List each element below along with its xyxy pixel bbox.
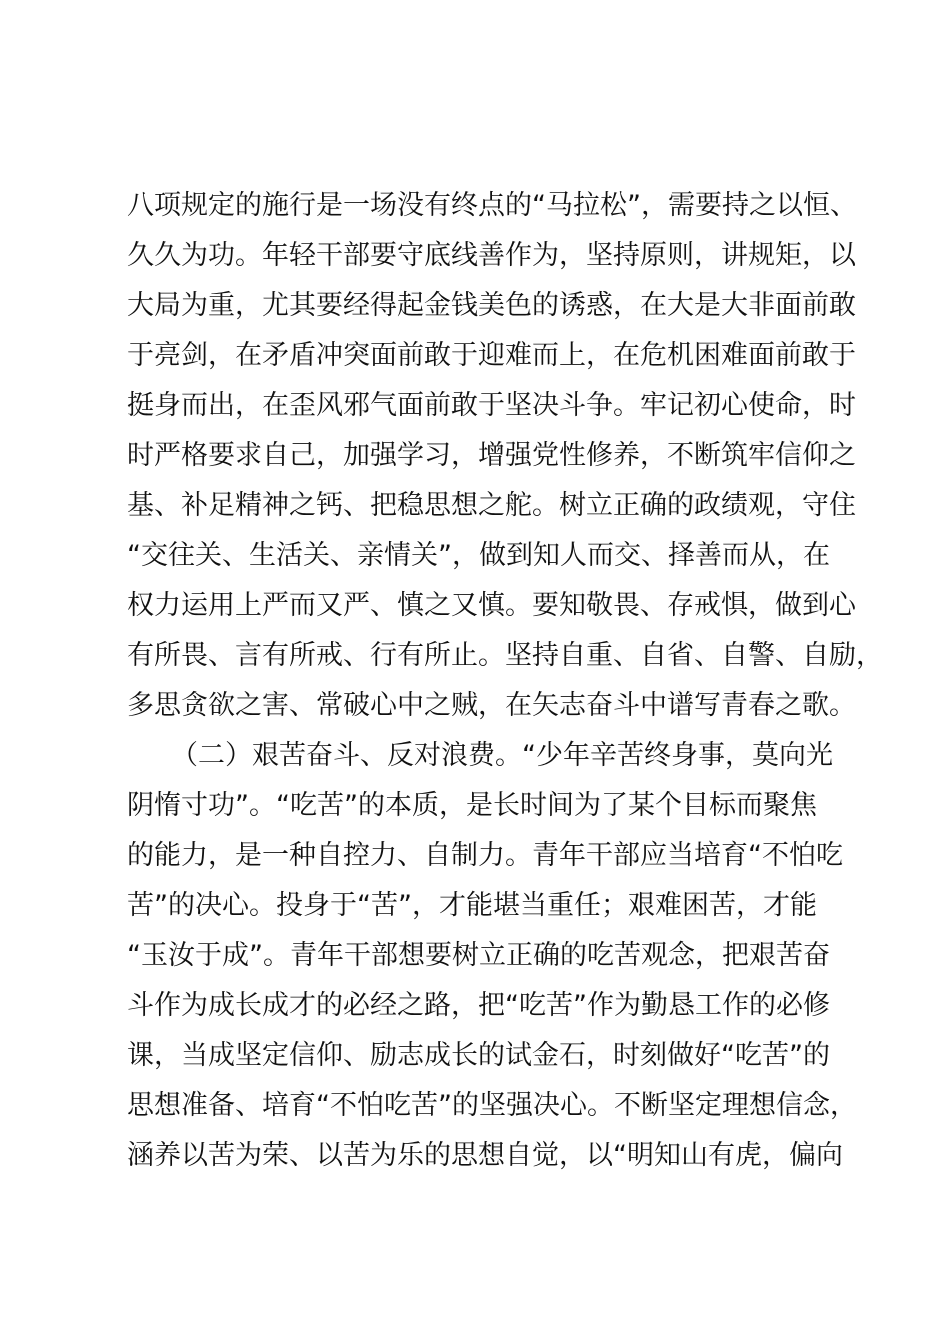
text-line: 于亮剑，在矛盾冲突面前敢于迎难而上，在危机困难面前敢于 <box>127 340 856 371</box>
text-line: “玉汝于成”。青年干部想要树立正确的吃苦观念，把艰苦奋 <box>127 940 830 971</box>
text-line: 权力运用上严而又严、慎之又慎。要知敬畏、存戒惧，做到心 <box>127 590 856 621</box>
text-line: 阴惰寸功”。“吃苦”的本质，是长时间为了某个目标而聚焦 <box>127 790 817 821</box>
text-line: 苦”的决心。投身于“苦”，才能堪当重任；艰难困苦，才能 <box>127 890 817 921</box>
text-line: 课，当成坚定信仰、励志成长的试金石，时刻做好“吃苦”的 <box>127 1040 830 1071</box>
text-line: 时严格要求自己，加强学习，增强党性修养，不断筑牢信仰之 <box>127 440 856 471</box>
text-line: 八项规定的施行是一场没有终点的“马拉松”，需要持之以恒、 <box>127 190 857 221</box>
text-line: 大局为重，尤其要经得起金钱美色的诱惑，在大是大非面前敢 <box>127 290 856 321</box>
text-line: 的能力，是一种自控力、自制力。青年干部应当培育“不怕吃 <box>127 840 843 871</box>
text-line: 有所畏、言有所戒、行有所止。坚持自重、自省、自警、自励， <box>127 640 883 671</box>
text-line: 多思贪欲之害、常破心中之贼，在矢志奋斗中谱写青春之歌。 <box>127 690 856 721</box>
text-line: 挺身而出，在歪风邪气面前敢于坚决斗争。牢记初心使命，时 <box>127 390 856 421</box>
text-line: 涵养以苦为荣、以苦为乐的思想自觉，以“明知山有虎，偏向 <box>127 1140 843 1171</box>
text-line: 思想准备、培育“不怕吃苦”的坚强决心。不断坚定理想信念， <box>127 1090 857 1121</box>
text-line: 斗作为成长成才的必经之路，把“吃苦”作为勤恳工作的必修 <box>127 990 830 1021</box>
text-line: “交往关、生活关、亲情关”，做到知人而交、择善而从，在 <box>127 540 830 571</box>
body-text <box>127 181 883 1181</box>
text-line: 基、补足精神之钙、把稳思想之舵。树立正确的政绩观，守住 <box>127 490 856 521</box>
section-heading-line: （二）艰苦奋斗、反对浪费。“少年辛苦终身事，莫向光 <box>171 740 833 771</box>
text-line: 久久为功。年轻干部要守底线善作为，坚持原则，讲规矩，以 <box>127 240 856 271</box>
